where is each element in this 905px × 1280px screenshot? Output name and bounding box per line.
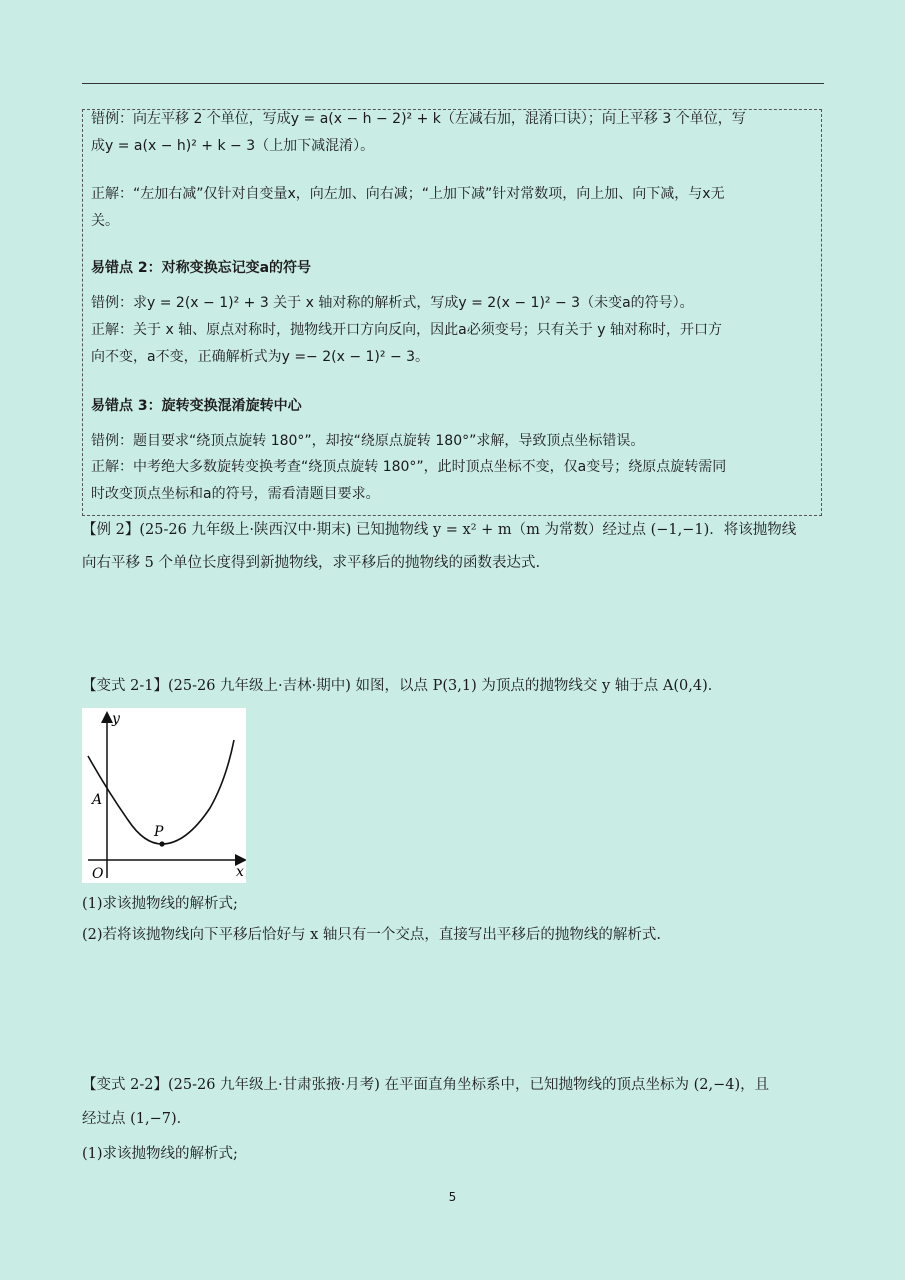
y-axis-label: y bbox=[112, 711, 120, 727]
variant-2-1-line-1: 【变式 2-1】(25-26 九年级上·吉林·期中) 如图，以点 P(3,1) 为顶点的抛物线交 y 轴于点 A(0,4)． bbox=[82, 678, 723, 694]
mistake-2-heading: 易错点 2：对称变换忘记变a的符号 bbox=[91, 260, 312, 276]
variant-2-2-line-1: 【变式 2-2】(25-26 九年级上·甘肃张掖·月考) 在平面直角坐标系中，已知抛物线的顶点坐标为 (2,−4)，且 bbox=[82, 1077, 770, 1093]
x-axis-label: x bbox=[236, 864, 244, 880]
box-line-3: 正解：“左加右减”仅针对自变量x，向左加、向右减；“上加下减”针对常数项，向上加、向下减，与x无 bbox=[91, 186, 725, 202]
variant-2-1-question-2: (2)若将该抛物线向下平移后恰好与 x 轴只有一个交点，直接写出平移后的抛物线的解析式. bbox=[82, 927, 662, 943]
variant-2-2-question-1: (1)求该抛物线的解析式; bbox=[82, 1146, 238, 1162]
box-line-4: 关。 bbox=[91, 213, 119, 229]
example-2-line-1: 【例 2】(25-26 九年级上·陕西汉中·期末) 已知抛物线 y = x² + m（m 为常数）经过点 (−1,−1)．将该抛物线 bbox=[82, 522, 797, 538]
variant-2-2-line-2: 经过点 (1,−7)． bbox=[82, 1111, 192, 1127]
point-P-label: P bbox=[154, 824, 164, 840]
page-number: 5 bbox=[448, 1190, 457, 1204]
header-rule bbox=[82, 83, 824, 84]
point-A-label: A bbox=[92, 792, 103, 808]
vertex-point-P bbox=[159, 841, 164, 846]
box-line-9: 正解：中考绝大多数旋转变换考查“绕顶点旋转 180°”，此时顶点坐标不变，仅a变号；绕原点旋转需同 bbox=[91, 459, 727, 475]
box-line-5: 错例：求y = 2(x − 1)² + 3 关于 x 轴对称的解析式，写成y = 2(x − 1)² − 3（未变a的符号）。 bbox=[91, 295, 694, 311]
box-line-7: 向不变，a不变，正确解析式为y =− 2(x − 1)² − 3。 bbox=[91, 349, 430, 365]
parabola-graph bbox=[82, 708, 246, 883]
mistake-3-heading: 易错点 3：旋转变换混淆旋转中心 bbox=[91, 398, 302, 414]
variant-2-1-question-1: (1)求该抛物线的解析式; bbox=[82, 896, 238, 912]
box-line-6: 正解：关于 x 轴、原点对称时，抛物线开口方向反向，因此a必须变号；只有关于 y 轴对称时，开口方 bbox=[91, 322, 722, 338]
box-line-10: 时改变顶点坐标和a的符号，需看清题目要求。 bbox=[91, 486, 380, 502]
origin-label: O bbox=[92, 866, 104, 882]
box-line-2: 成y = a(x − h)² + k − 3（上加下减混淆）。 bbox=[91, 138, 375, 154]
box-line-1: 错例：向左平移 2 个单位，写成y = a(x − h − 2)² + k（左减右加，混淆口诀）；向上平移 3 个单位，写 bbox=[91, 111, 746, 127]
example-2-line-2: 向右平移 5 个单位长度得到新抛物线，求平移后的抛物线的函数表达式. bbox=[82, 555, 541, 571]
box-line-8: 错例：题目要求“绕顶点旋转 180°”，却按“绕原点旋转 180°”求解，导致顶点坐标错误。 bbox=[91, 433, 645, 449]
parabola-figure bbox=[82, 708, 246, 883]
